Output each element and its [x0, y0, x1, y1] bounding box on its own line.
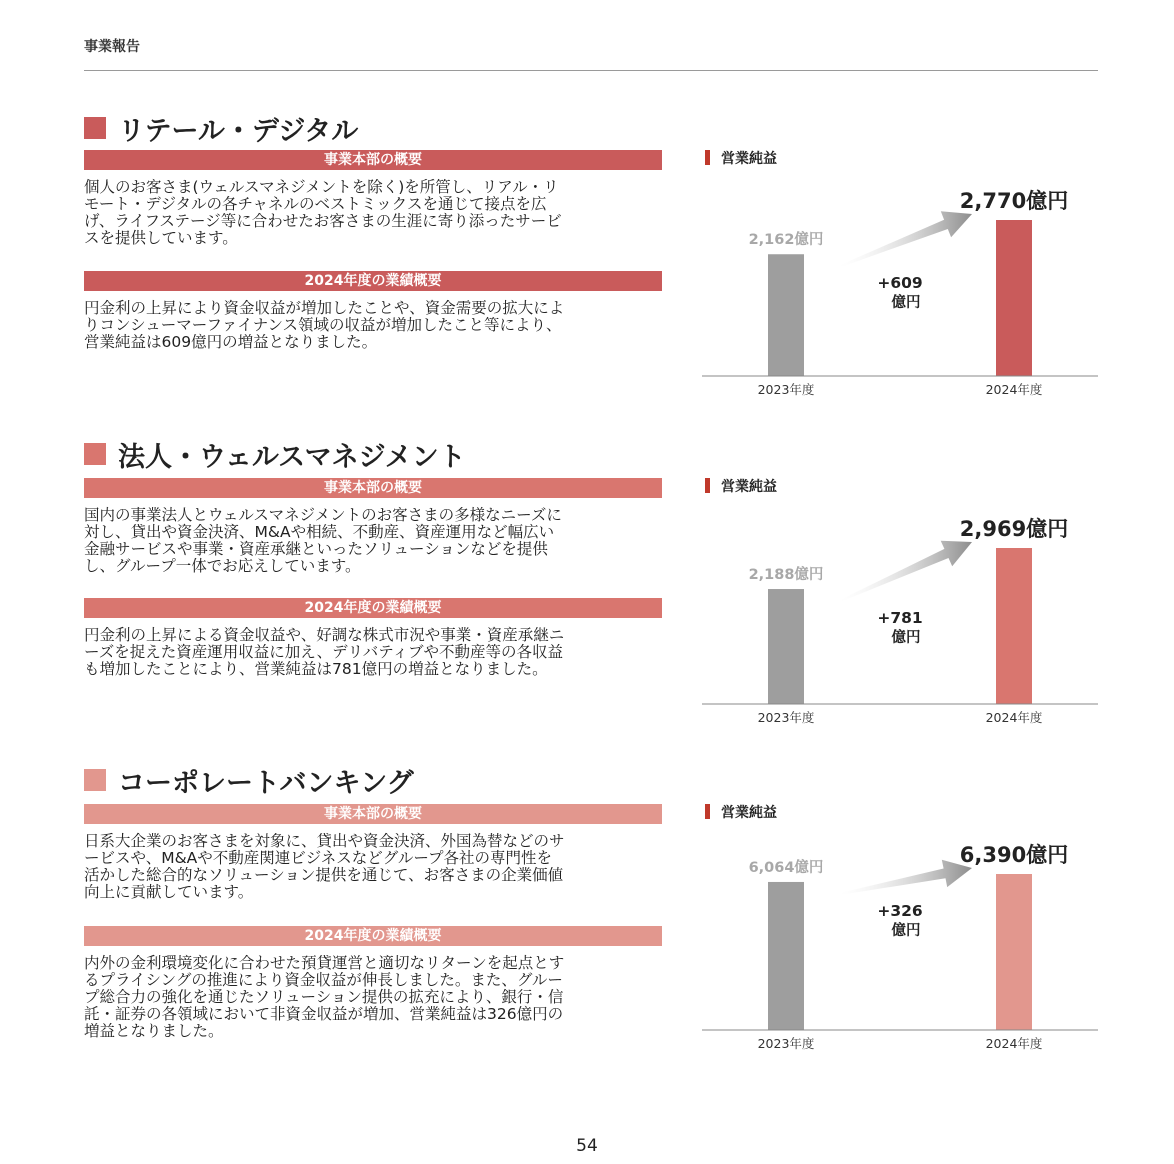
text-line: 円金利の上昇により資金収益が増加したことや、資金需要の拡大によ — [84, 299, 565, 317]
section-title-text: リテール・デジタル — [118, 115, 359, 147]
overview-band: 事業本部の概要 — [84, 478, 662, 498]
text-line: りコンシューマーファイナンス領域の収益が増加したこと等により、 — [84, 316, 562, 334]
section-square-icon — [84, 117, 106, 139]
text-line: 活かした総合的なソリューション提供を通じて、お客さまの企業価値 — [84, 866, 564, 884]
chart-bar — [768, 882, 804, 1030]
performance-band: 2024年度の業績概要 — [84, 271, 662, 291]
section-title-text: コーポレートバンキング — [118, 767, 414, 799]
text-line: 対し、貸出や資金決済、M&Aや相続、不動産、資産運用など幅広い — [84, 523, 555, 541]
page-header-title: 事業報告 — [84, 39, 140, 55]
chart-change-value: +326 — [877, 901, 923, 920]
profit-chart-corporate-wealth — [700, 476, 1100, 736]
chart-value-label-2023: 6,064億円 — [748, 859, 824, 876]
chart-change-value: +609 — [877, 274, 923, 293]
text-line: ービスや、M&Aや不動産関連ビジネスなどグループ各社の専門性を — [84, 849, 553, 867]
chart-value-label-2024: 6,390億円 — [959, 843, 1069, 867]
chart-category-label: 2024年度 — [985, 382, 1043, 397]
chart-change-unit: 億円 — [891, 630, 921, 647]
text-line: るプライシングの推進により資金収益が伸長しました。また、グルー — [84, 971, 563, 989]
chart-title-marker-icon — [705, 804, 710, 819]
section-corporate-wealth — [0, 434, 1174, 764]
performance-band: 2024年度の業績概要 — [84, 926, 662, 946]
chart-title: 営業純益 — [721, 805, 777, 821]
text-line: 個人のお客さま(ウェルスマネジメントを除く)を所管し、リアル・リ — [84, 178, 559, 196]
overview-text — [84, 179, 664, 247]
section-title — [84, 760, 414, 800]
section-corporate-banking — [0, 760, 1174, 1090]
text-line: ーズを捉えた資産運用収益に加え、デリバティブや不動産等の各収益 — [84, 643, 563, 661]
text-line: プ総合力の強化を通じたソリューション提供の拡充により、銀行・信 — [84, 988, 564, 1006]
text-line: 日系大企業のお客さまを対象に、貸出や資金決済、外国為替などのサ — [84, 832, 565, 850]
text-line: 託・証券の各領域において非資金収益が増加、営業純益は326億円の — [84, 1005, 564, 1023]
text-line: 営業純益は609億円の増益となりました。 — [84, 333, 378, 351]
chart-value-label-2023: 2,188億円 — [748, 567, 824, 584]
text-line: 増益となりました。 — [84, 1022, 224, 1040]
header-divider — [84, 70, 1098, 71]
text-line: モート・デジタルの各チャネルのベストミックスを通じて接点を広 — [84, 195, 547, 213]
chart-svg — [700, 802, 1100, 1062]
section-retail-digital — [0, 108, 1174, 438]
overview-band: 事業本部の概要 — [84, 804, 662, 824]
text-line: 金融サービスや事業・資産承継といったソリューションなどを提供 — [84, 540, 548, 558]
chart-value-label-2023: 2,162億円 — [748, 232, 824, 249]
text-line: げ、ライフステージ等に合わせたお客さまの生涯に寄り添ったサービ — [84, 212, 562, 230]
chart-svg — [700, 148, 1100, 408]
text-line: し、グループ一体でお応えしています。 — [84, 557, 361, 575]
performance-text — [84, 627, 664, 678]
chart-category-label: 2023年度 — [757, 1036, 815, 1051]
chart-change-unit: 億円 — [891, 295, 921, 312]
performance-band: 2024年度の業績概要 — [84, 598, 662, 618]
chart-change-unit: 億円 — [891, 922, 921, 939]
text-line: も増加したことにより、営業純益は781億円の増益となりました。 — [84, 660, 548, 678]
section-title-text: 法人・ウェルスマネジメント — [118, 441, 466, 473]
chart-title-marker-icon — [705, 150, 710, 165]
chart-value-label-2024: 2,770億円 — [959, 189, 1069, 213]
chart-bar — [996, 548, 1032, 704]
overview-text — [84, 507, 664, 575]
text-line: 内外の金利環境変化に合わせた預貸運営と適切なリターンを起点とす — [84, 954, 565, 972]
text-line: 国内の事業法人とウェルスマネジメントのお客さまの多様なニーズに — [84, 506, 562, 524]
chart-value-label-2024: 2,969億円 — [959, 517, 1069, 541]
chart-bar — [768, 589, 804, 704]
page-number: 54 — [576, 1136, 598, 1156]
section-square-icon — [84, 443, 106, 465]
profit-chart-corporate-banking — [700, 802, 1100, 1062]
chart-title-marker-icon — [705, 478, 710, 493]
profit-chart-retail — [700, 148, 1100, 408]
chart-increase-arrow-icon — [840, 541, 972, 602]
chart-title: 営業純益 — [721, 151, 777, 167]
chart-change-value: +781 — [877, 609, 923, 628]
chart-category-label: 2024年度 — [985, 1036, 1043, 1051]
text-line: 向上に貢献しています。 — [84, 883, 254, 901]
chart-increase-arrow-icon — [840, 860, 972, 895]
chart-increase-arrow-icon — [840, 211, 972, 267]
chart-bar — [996, 874, 1032, 1030]
performance-text — [84, 955, 664, 1040]
text-line: 円金利の上昇による資金収益や、好調な株式市況や事業・資産承継ニ — [84, 626, 565, 644]
section-square-icon — [84, 769, 106, 791]
chart-category-label: 2024年度 — [985, 710, 1043, 725]
overview-band: 事業本部の概要 — [84, 150, 662, 170]
chart-bar — [768, 254, 804, 376]
performance-text — [84, 300, 664, 351]
chart-bar — [996, 220, 1032, 376]
chart-category-label: 2023年度 — [757, 382, 815, 397]
chart-svg — [700, 476, 1100, 736]
chart-category-label: 2023年度 — [757, 710, 815, 725]
chart-title: 営業純益 — [721, 479, 777, 495]
section-title — [84, 434, 466, 474]
overview-text — [84, 833, 664, 901]
text-line: スを提供しています。 — [84, 229, 238, 247]
section-title — [84, 108, 358, 148]
